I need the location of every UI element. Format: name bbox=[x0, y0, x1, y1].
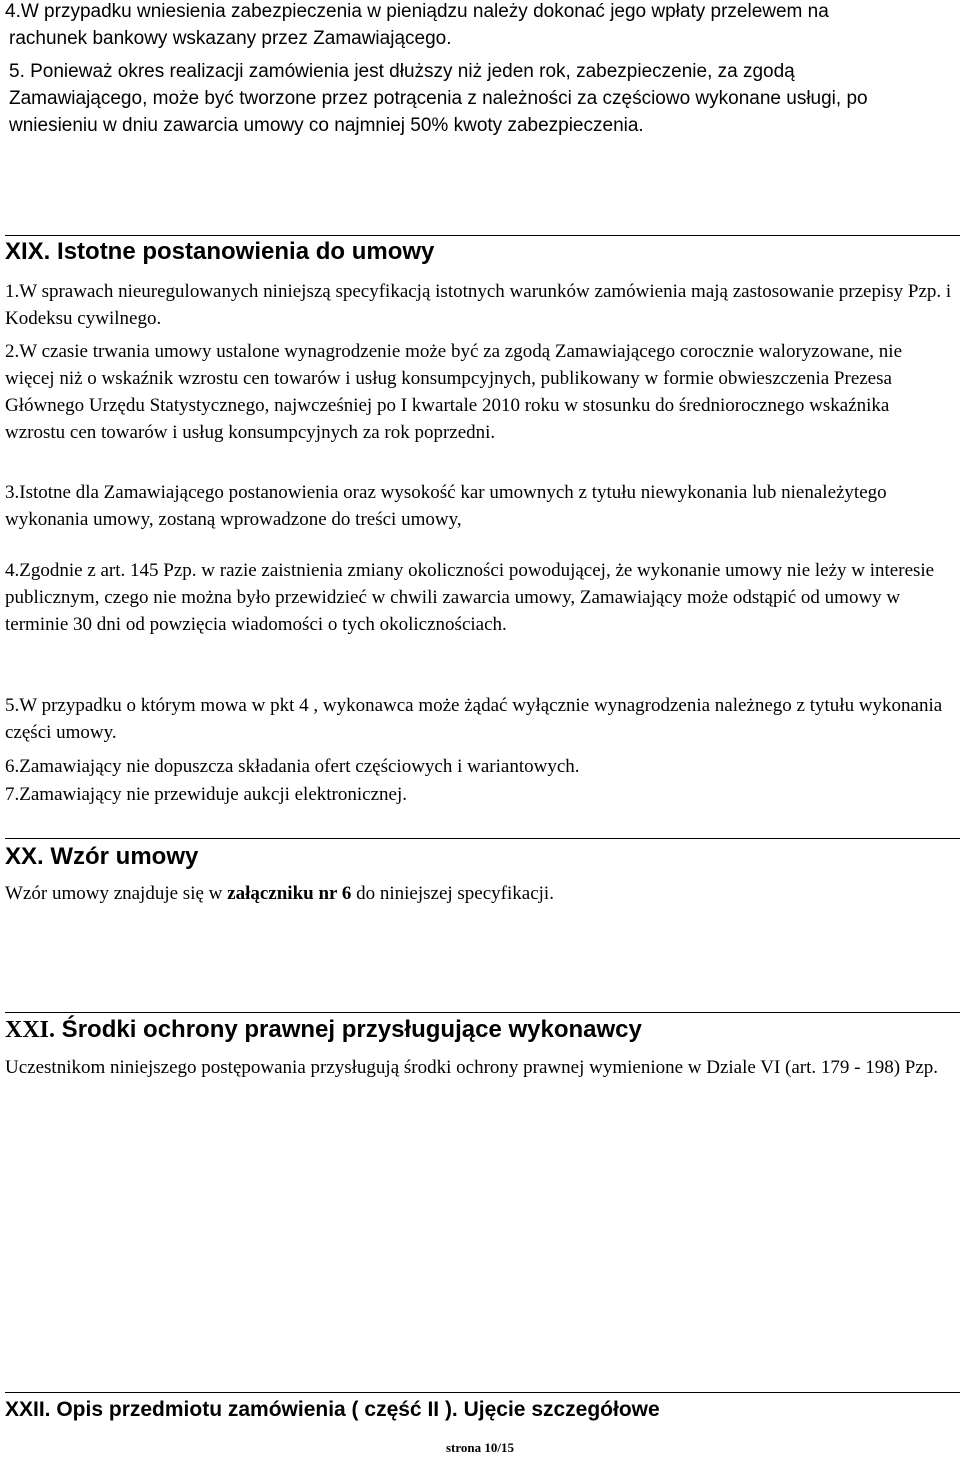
section-xxii-rule bbox=[5, 1392, 960, 1393]
section-xxi-rule bbox=[5, 1012, 960, 1013]
paragraph-4-line-1: 4.W przypadku wniesienia zabezpieczenia w pieniądzu należy dokonać jego wpłaty przelewem na bbox=[5, 1, 829, 22]
section-xx-text-before: Wzór umowy znajduje się w bbox=[5, 883, 228, 904]
section-xix-item-3: 3.Istotne dla Zamawiającego postanowienia oraz wysokość kar umownych z tytułu niewykonania lub nienależytego wykonania umowy, zostaną wprowadzone do treści umowy, bbox=[5, 482, 887, 530]
section-xx-rule bbox=[5, 838, 960, 839]
page-number: strona 10/15 bbox=[445, 1440, 514, 1455]
section-xx-title: XX. Wzór umowy bbox=[5, 843, 199, 870]
section-xx-text bbox=[5, 880, 954, 907]
paragraph-4 bbox=[5, 0, 954, 52]
section-xix-rule bbox=[5, 235, 960, 236]
attachment-reference: załączniku nr 6 bbox=[227, 883, 352, 904]
section-xxi-number: XXI. bbox=[5, 1017, 56, 1043]
section-xix-item-2: 2.W czasie trwania umowy ustalone wynagrodzenie może być za zgodą Zamawiającego corocznie waloryzowane, nie więcej niż o wskaźnik wzrostu cen towarów i usług konsumpcyjnych, publikowany w formie obwieszczenia Prezesa Głównego Urzędu Statystycznego, najwcześniej po I kwartale 2010 roku w stosunku do średniorocznego wskaźnika wzrostu cen towarów i usług konsumpcyjnych za rok poprzedni. bbox=[5, 341, 902, 443]
section-xix-item-5: 5.W przypadku o którym mowa w pkt 4 , wykonawca może żądać wyłącznie wynagrodzenia należnego z tytułu wykonania części umowy. bbox=[5, 695, 943, 743]
paragraph-5-line-2: Zamawiającego, może być tworzone przez potrącenia z należności za częściowo wykonane usługi, po bbox=[9, 88, 868, 109]
section-xix-item-1: 1.W sprawach nieuregulowanych niniejszą specyfikacją istotnych warunków zamówienia mają zastosowanie przepisy Pzp. i Kodeksu cywilnego. bbox=[5, 281, 952, 329]
paragraph-5-line-3: wniesieniu w dniu zawarcia umowy co najmniej 50% kwoty zabezpieczenia. bbox=[9, 115, 644, 136]
section-xxi-title bbox=[5, 1016, 960, 1044]
paragraph-5 bbox=[5, 58, 954, 139]
section-xix-item-4: 4.Zgodnie z art. 145 Pzp. w razie zaistnienia zmiany okoliczności powodującej, że wykonanie umowy nie leży w interesie publicznym, czego nie można było przewidzieć w chwili zawarcia umowy, Zamawiający może odstąpić od umowy w terminie 30 dni od powzięcia wiadomości o tych okolicznościach. bbox=[5, 560, 935, 635]
section-xxi-title-text: Środki ochrony prawnej przysługujące wykonawcy bbox=[55, 1016, 642, 1043]
section-xx-text-after: do niniejszej specyfikacji. bbox=[351, 883, 554, 904]
paragraph-5-line-1: 5. Ponieważ okres realizacji zamówienia jest dłuższy niż jeden rok, zabezpieczenie, za zgodą bbox=[9, 61, 795, 82]
paragraph-4-line-2: rachunek bankowy wskazany przez Zamawiającego. bbox=[9, 28, 452, 49]
section-xix-title: XIX. Istotne postanowienia do umowy bbox=[5, 238, 435, 265]
section-xix-item-6: 6.Zamawiający nie dopuszcza składania ofert częściowych i wariantowych. bbox=[5, 756, 580, 777]
section-xix-item-7: 7.Zamawiający nie przewiduje aukcji elektronicznej. bbox=[5, 784, 407, 805]
section-xxii-title: XXII. Opis przedmiotu zamówienia ( część II ). Ujęcie szczegółowe bbox=[5, 1398, 660, 1421]
section-xxi-text: Uczestnikom niniejszego postępowania przysługują środki ochrony prawnej wymienione w Dziale VI (art. 179 - 198) Pzp. bbox=[5, 1057, 939, 1078]
